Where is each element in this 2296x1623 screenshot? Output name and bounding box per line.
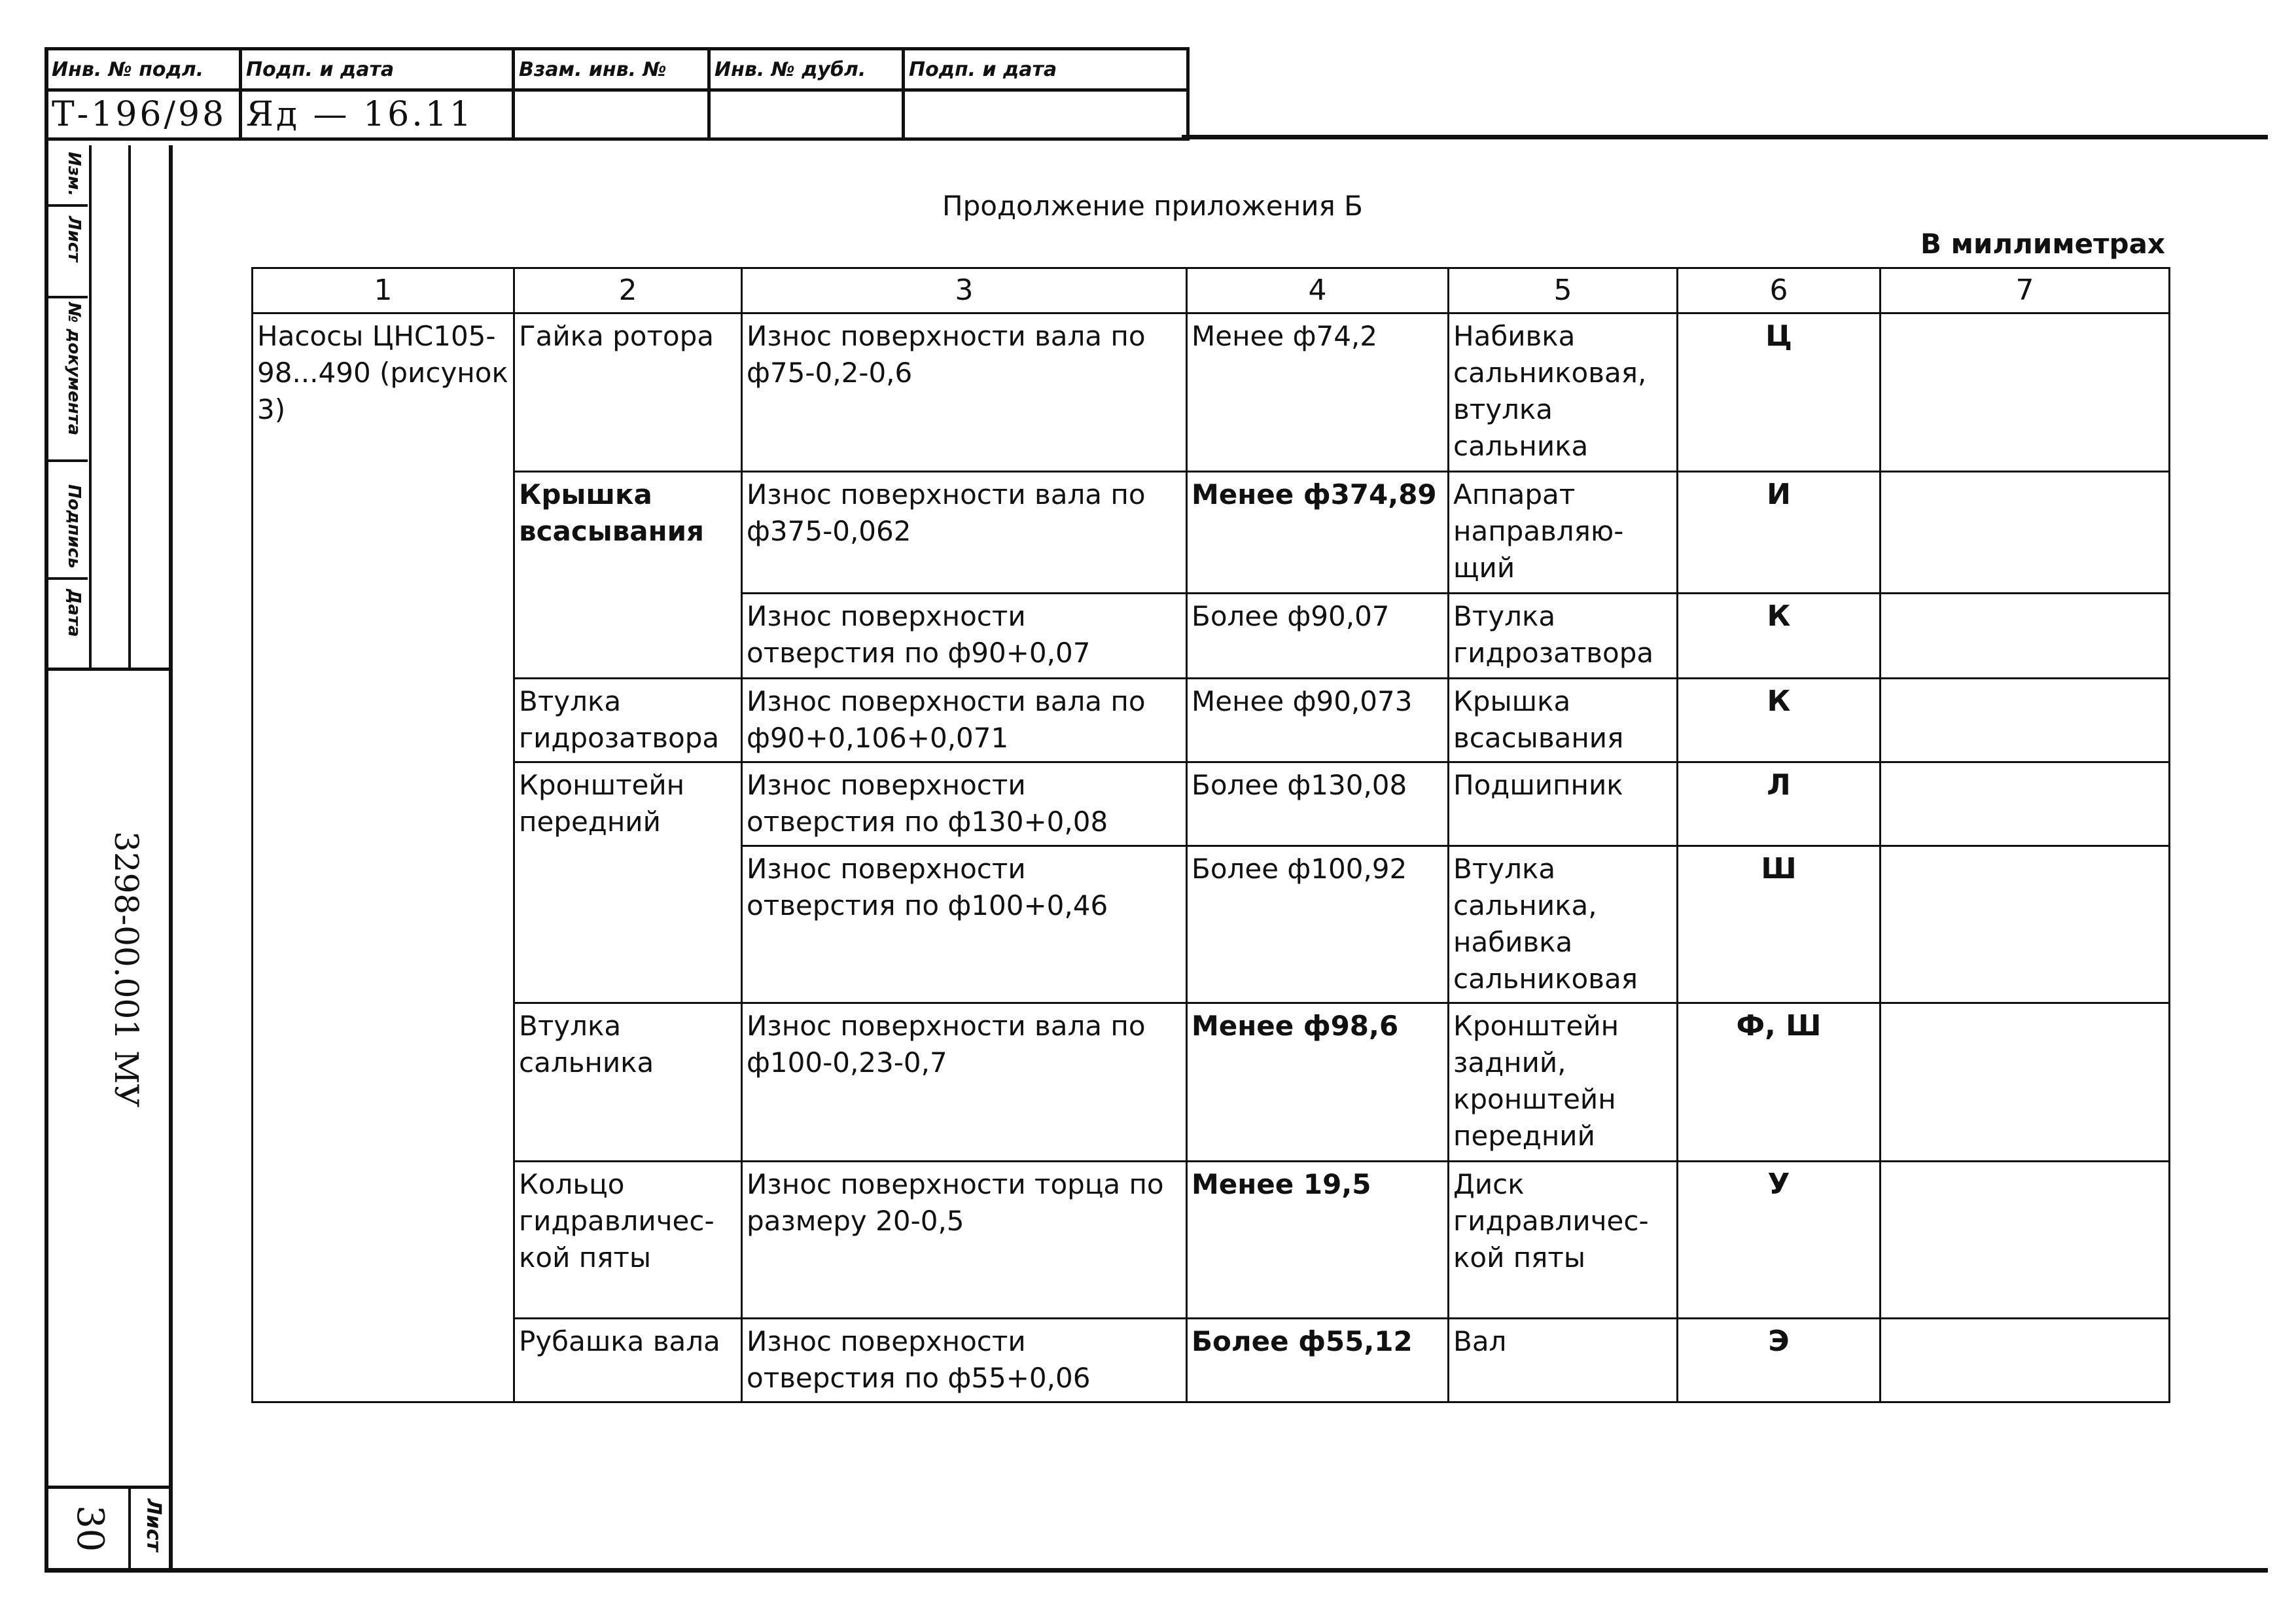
code-cell: Ф, Ш — [1678, 1003, 1881, 1162]
column-header: 1 — [253, 268, 514, 313]
inner-frame-line — [169, 145, 173, 1572]
code-cell: К — [1678, 679, 1881, 762]
note-cell — [1881, 846, 2170, 1003]
defect-cell: Износ поверхности вала по ф90+0,106+0,071 — [742, 679, 1187, 762]
table-row — [253, 679, 2170, 762]
sheet-number: 30 — [69, 1505, 111, 1552]
limit-cell: Менее 19,5 — [1187, 1162, 1449, 1319]
stamp-value: Яд — 16.11 — [241, 90, 514, 139]
strip-label-signature: Подпись — [64, 484, 84, 569]
mating-part-cell: Втулка сальника, набивка сальниковая — [1449, 846, 1678, 1003]
defect-cell: Износ поверхности отверстия по ф55+0,06 — [742, 1319, 1187, 1402]
mating-part-cell: Втулка гидрозатвора — [1449, 594, 1678, 679]
defect-cell: Износ поверхности вала по ф375-0,062 — [742, 472, 1187, 594]
stamp-value: Т-196/98 — [46, 90, 241, 139]
strip-label-list: Лист — [64, 216, 84, 262]
defect-cell: Износ поверхности торца по размеру 20-0,5 — [742, 1162, 1187, 1319]
note-cell — [1881, 679, 2170, 762]
part-cell: Гайка ротора — [514, 313, 742, 472]
part-cell: Кольцо гидравличес-кой пяты — [514, 1162, 742, 1319]
sheet-label: Лист — [142, 1499, 165, 1552]
stamp-header: Взам. инв. № — [514, 49, 709, 90]
note-cell — [1881, 1162, 2170, 1319]
defect-cell: Износ поверхности вала по ф100-0,23-0,7 — [742, 1003, 1187, 1162]
strip-divider-1 — [89, 145, 92, 669]
limit-cell: Менее ф90,073 — [1187, 679, 1449, 762]
code-cell: К — [1678, 594, 1881, 679]
strip-label-date: Дата — [64, 589, 84, 637]
table-row — [253, 1319, 2170, 1402]
part-cell: Втулка гидрозатвора — [514, 679, 742, 762]
page-title: Продолжение приложения Б — [942, 190, 1363, 222]
defect-cell: Износ поверхности отверстия по ф90+0,07 — [742, 594, 1187, 679]
approval-stamp — [44, 47, 1190, 141]
mating-part-cell: Крышка всасывания — [1449, 679, 1678, 762]
strip-divider-2 — [128, 145, 131, 669]
note-cell — [1881, 762, 2170, 846]
document-code: 3298-00.001 МУ — [107, 831, 145, 1108]
column-number-row — [253, 268, 2170, 313]
note-cell — [1881, 1319, 2170, 1402]
table-row — [253, 1003, 2170, 1162]
part-cell: Рубашка вала — [514, 1319, 742, 1402]
stamp-value — [904, 90, 1188, 139]
mating-part-cell: Вал — [1449, 1319, 1678, 1402]
sheet-box-top-line — [44, 1486, 173, 1489]
mating-part-cell: Подшипник — [1449, 762, 1678, 846]
note-cell — [1881, 1003, 2170, 1162]
bottom-frame-line — [44, 1568, 2268, 1573]
table-row — [253, 1162, 2170, 1319]
mating-part-cell: Кронштейн задний, кронштейн передний — [1449, 1003, 1678, 1162]
stamp-value — [709, 90, 904, 139]
mating-part-cell: Набивка сальниковая, втулка сальника — [1449, 313, 1678, 472]
limit-cell: Более ф100,92 — [1187, 846, 1449, 1003]
equipment-cell: Насосы ЦНС105-98...490 (рисунок 3) — [253, 313, 514, 1402]
column-header: 4 — [1187, 268, 1449, 313]
column-header: 7 — [1881, 268, 2170, 313]
part-cell: Крышка всасывания — [514, 472, 742, 679]
mating-part-cell: Диск гидравличес-кой пяты — [1449, 1162, 1678, 1319]
column-header: 3 — [742, 268, 1187, 313]
code-cell: Э — [1678, 1319, 1881, 1402]
column-header: 6 — [1678, 268, 1881, 313]
table-row — [253, 762, 2170, 846]
table-row — [253, 472, 2170, 594]
column-header: 2 — [514, 268, 742, 313]
defects-table — [251, 267, 2170, 1403]
limit-cell: Менее ф374,89 — [1187, 472, 1449, 594]
code-cell: Ш — [1678, 846, 1881, 1003]
code-cell: И — [1678, 472, 1881, 594]
limit-cell: Менее ф98,6 — [1187, 1003, 1449, 1162]
stamp-value — [514, 90, 709, 139]
stamp-header: Инв. № дубл. — [709, 49, 904, 90]
note-cell — [1881, 313, 2170, 472]
code-cell: Ц — [1678, 313, 1881, 472]
defect-cell: Износ поверхности вала по ф75-0,2-0,6 — [742, 313, 1187, 472]
mating-part-cell: Аппарат направляю-щий — [1449, 472, 1678, 594]
stamp-header: Подп. и дата — [241, 49, 514, 90]
defect-cell: Износ поверхности отверстия по ф130+0,08 — [742, 762, 1187, 846]
strip-label-document: № документа — [64, 302, 84, 436]
limit-cell: Более ф130,08 — [1187, 762, 1449, 846]
stamp-header: Инв. № подл. — [46, 49, 241, 90]
limit-cell: Более ф55,12 — [1187, 1319, 1449, 1402]
top-frame-line — [1182, 135, 2268, 139]
limit-cell: Более ф90,07 — [1187, 594, 1449, 679]
defect-cell: Износ поверхности отверстия по ф100+0,46 — [742, 846, 1187, 1003]
part-cell: Втулка сальника — [514, 1003, 742, 1162]
note-cell — [1881, 594, 2170, 679]
table-row — [253, 313, 2170, 472]
limit-cell: Менее ф74,2 — [1187, 313, 1449, 472]
part-cell: Кронштейн передний — [514, 762, 742, 1003]
units-note: В миллиметрах — [1920, 228, 2166, 260]
stamp-header: Подп. и дата — [904, 49, 1188, 90]
sheet-box-divider — [128, 1486, 131, 1571]
code-cell: У — [1678, 1162, 1881, 1319]
column-header: 5 — [1449, 268, 1678, 313]
note-cell — [1881, 472, 2170, 594]
code-cell: Л — [1678, 762, 1881, 846]
